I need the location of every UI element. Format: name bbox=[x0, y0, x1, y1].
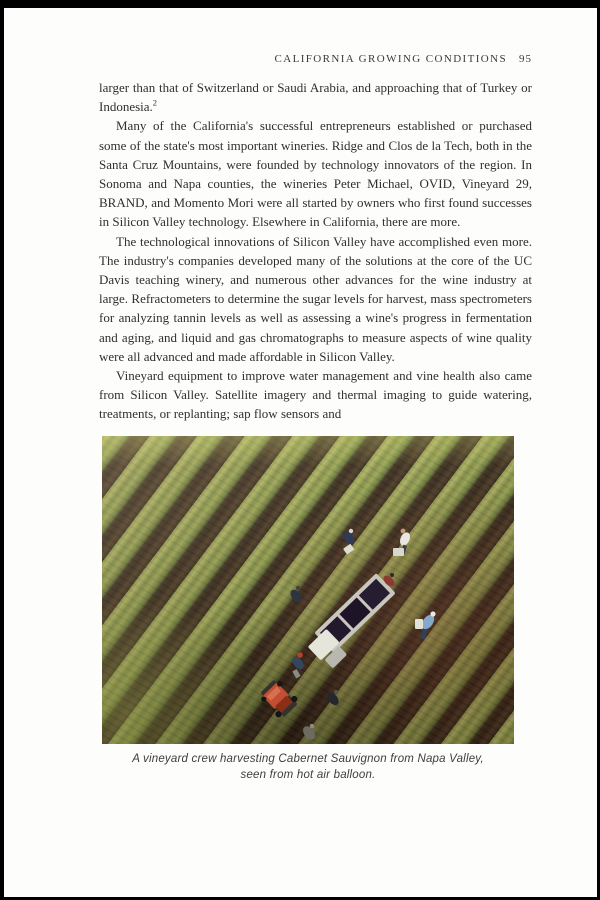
worker-blue-shirt bbox=[415, 611, 437, 639]
figure-caption bbox=[102, 751, 514, 783]
photo-overlay-shapes bbox=[102, 436, 514, 744]
book-page bbox=[4, 8, 597, 897]
running-header bbox=[99, 53, 532, 65]
running-title: CALIFORNIA GROWING CONDITIONS bbox=[274, 53, 507, 65]
paragraph-3: The technological innovations of Silicon Valley have accomplished even more. The industry's companies developed many of the solutions at the core of the UC Davis teaching winery, and numerous other advances for the wine industry at large. Refractometers to determine the sugar levels for harvest, mass spectrometers for analyzing tannin levels as well as assessing a wine's progress in fermentation and aging, and liquid and gas chromatographs to measure aspects of wine quality were all advanced and made affordable in Silicon Valley. bbox=[99, 233, 532, 364]
paragraph-4: Vineyard equipment to improve water management and vine health also came from Silicon Valley. Satellite imagery and thermal imaging to guide watering, treatments, or replanting; sap flow sensors and bbox=[99, 368, 532, 422]
worker-dark-left bbox=[288, 585, 303, 604]
paragraph-2: Many of the California's successful entrepreneurs established or purchased some of the state's most important wineries. Ridge and Clos de la Tech, both in the Santa Cruz Mountains, were founded by technology innovators of the region. In Sonoma and Napa counties, the wineries Peter Michael, OVID, Vineyard 29, BRAND, and Momento Mori were all started by owners who first found successes in Silicon Valley technology. Elsewhere in California, there are more. bbox=[99, 118, 532, 230]
page-number: 95 bbox=[519, 53, 532, 65]
vineyard-harvest-photo bbox=[102, 436, 514, 744]
body-text bbox=[99, 78, 532, 424]
worker-navy bbox=[342, 528, 356, 554]
worker-dark-bottom bbox=[325, 689, 341, 706]
worker-white-shirt bbox=[393, 528, 412, 555]
caption-line-2: seen from hot air balloon. bbox=[240, 768, 376, 781]
caption-line-1: A vineyard crew harvesting Cabernet Sauvignon from Napa Valley, bbox=[132, 752, 484, 765]
worker-red-cap bbox=[290, 652, 306, 678]
tractor bbox=[257, 676, 301, 720]
figure bbox=[102, 436, 514, 783]
paragraph-1: larger than that of Switzerland or Saudi Arabia, and approaching that of Turkey or Indonesia.$^2$ bbox=[99, 80, 532, 115]
worker-grey-edge bbox=[301, 723, 318, 741]
footnote-reference: 2 bbox=[152, 97, 158, 108]
